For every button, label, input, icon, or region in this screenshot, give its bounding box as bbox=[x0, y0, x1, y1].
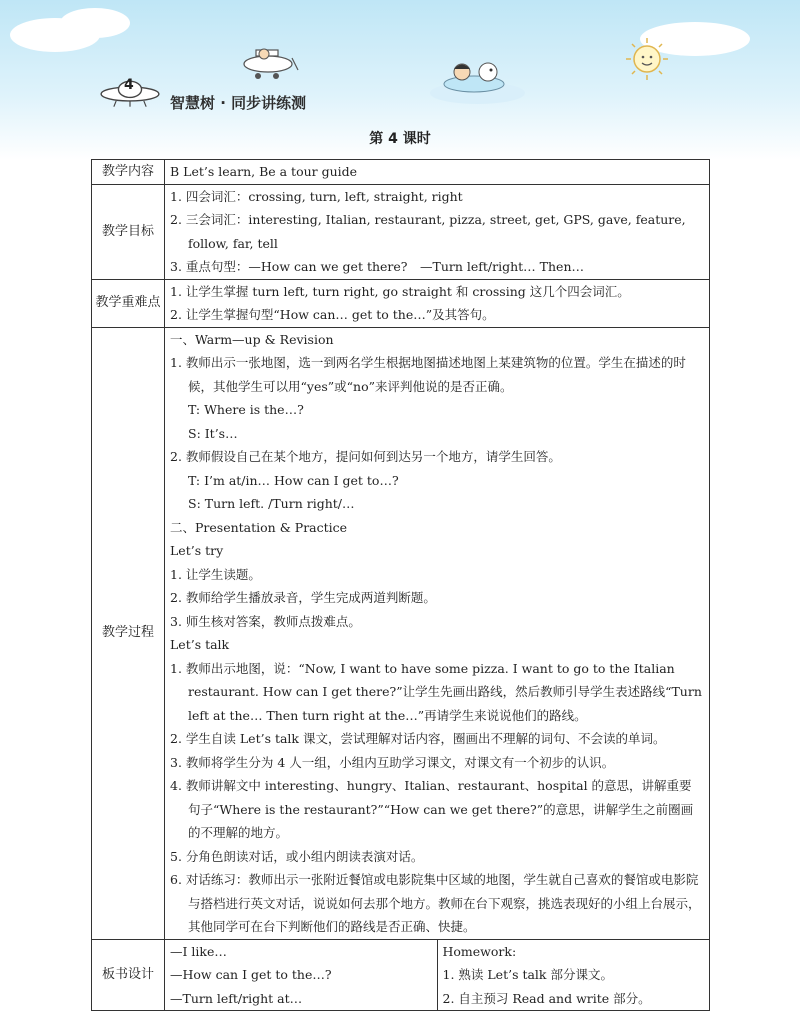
process-step: 2. 教师给学生播放录音，学生完成两道判断题。 bbox=[170, 590, 436, 605]
process-heading: 一、Warm—up & Revision bbox=[170, 331, 334, 347]
process-step: 3. 师生核对答案，教师点拨难点。 bbox=[170, 613, 361, 629]
process-dialogue: T: Where is the…? bbox=[188, 402, 304, 417]
value-objectives bbox=[165, 184, 710, 279]
process-subheading: Let’s try bbox=[170, 543, 224, 558]
process-step: 5. 分角色朗读对话，或小组内朗读表演对话。 bbox=[170, 848, 424, 864]
objective-line: 3. 重点句型：—How can we get there? —Turn left/right… Then… bbox=[170, 259, 584, 274]
cloud-left-2 bbox=[60, 8, 130, 38]
value-key-points bbox=[165, 279, 710, 327]
board-line: —How can I get to the…? bbox=[170, 967, 332, 982]
process-step: 1. 教师出示地图，说：“Now, I want to have some pizza. I want to go to the Italian restaurant. How can I get there?”让学生先画出路线，然后教师引导学生表述路线“Turn left at the… Then turn right at the…”再请学生来说说他们的路线。 bbox=[170, 660, 702, 723]
process-step: 4. 教师讲解文中 interesting、hungry、Italian、restaurant、hospital 的意思，讲解重要句子“Where is the restaurant?”“How can we get there?”的意思，讲解学生之前圈画的不理解的地方。 bbox=[170, 778, 694, 840]
homework-line: 1. 熟读 Let’s talk 部分课文。 bbox=[442, 967, 613, 982]
row-board bbox=[92, 939, 710, 1011]
key-point-line: 2. 让学生掌握句型“How can… get to the…”及其答句。 bbox=[170, 307, 495, 322]
label-board: 板书设计 bbox=[92, 939, 165, 1011]
process-step: 3. 教师将学生分为 4 人一组，小组内互助学习课文，对课文有一个初步的认识。 bbox=[170, 754, 615, 770]
process-step: 6. 对话练习：教师出示一张附近餐馆或电影院集中区域的地图，学生就自己喜欢的餐馆或电影院与搭档进行英文对话，说说如何去那个地方。教师在台下观察，挑选表现好的小组上台展示，其他同学可在台下判断他们的路线是否正确、快捷。 bbox=[170, 872, 701, 934]
board-line: —I like… bbox=[170, 943, 227, 959]
homework-line: 2. 自主预习 Read and write 部分。 bbox=[442, 990, 651, 1006]
value-process bbox=[165, 327, 710, 939]
board-line: —Turn left/right at… bbox=[170, 990, 303, 1006]
label-process: 教学过程 bbox=[92, 327, 165, 939]
process-dialogue: S: Turn left. /Turn right/… bbox=[188, 496, 355, 511]
label-content: 教学内容 bbox=[92, 160, 165, 185]
lesson-title: 第 4 课时 bbox=[369, 131, 431, 147]
process-step: 1. 教师出示一张地图，选一到两名学生根据地图描述地图上某建筑物的位置。学生在描述的时候，其他学生可以用“yes”或“no”来评判他说的是否正确。 bbox=[170, 355, 686, 394]
process-subheading: Let’s talk bbox=[170, 637, 230, 652]
badge-number: 4 bbox=[124, 77, 134, 93]
value-content: B Let’s learn, Be a tour guide bbox=[165, 160, 710, 185]
board-right bbox=[437, 939, 710, 1011]
label-objectives: 教学目标 bbox=[92, 184, 165, 279]
board-left bbox=[165, 939, 438, 1011]
row-key-points bbox=[92, 279, 710, 327]
label-key-points: 教学重难点 bbox=[92, 279, 165, 327]
objective-line: follow, far, tell bbox=[188, 235, 278, 251]
brand-title: 智慧树 · 同步讲练测 bbox=[170, 94, 307, 112]
row-objectives bbox=[92, 184, 710, 279]
row-content bbox=[92, 160, 710, 185]
airplane-icon bbox=[236, 40, 300, 84]
process-step: 2. 教师假设自己在某个地方，提问如何到达另一个地方，请学生回答。 bbox=[170, 449, 561, 464]
process-dialogue: T: I’m at/in… How can I get to…? bbox=[188, 472, 399, 488]
lesson-plan-table bbox=[91, 159, 710, 1011]
process-heading: 二、Presentation & Practice bbox=[170, 519, 348, 535]
objective-line: 1. 四会词汇：crossing, turn, left, straight, right bbox=[170, 188, 463, 204]
key-point-line: 1. 让学生掌握 turn left, turn right, go straight 和 crossing 这几个四会词汇。 bbox=[170, 283, 630, 299]
homework-title: Homework: bbox=[442, 943, 517, 959]
process-step: 2. 学生自读 Let’s talk 课文，尝试理解对话内容，圈画出不理解的词句、不会读的单词。 bbox=[170, 731, 666, 746]
process-step: 1. 让学生读题。 bbox=[170, 566, 261, 582]
objective-line: 2. 三会词汇：interesting, Italian, restaurant, pizza, street, get, GPS, gave, feature, bbox=[170, 212, 686, 227]
process-dialogue: S: It’s… bbox=[188, 425, 238, 441]
sun-icon bbox=[624, 36, 670, 82]
cartoon-kids-icon bbox=[440, 56, 510, 96]
row-process bbox=[92, 327, 710, 939]
